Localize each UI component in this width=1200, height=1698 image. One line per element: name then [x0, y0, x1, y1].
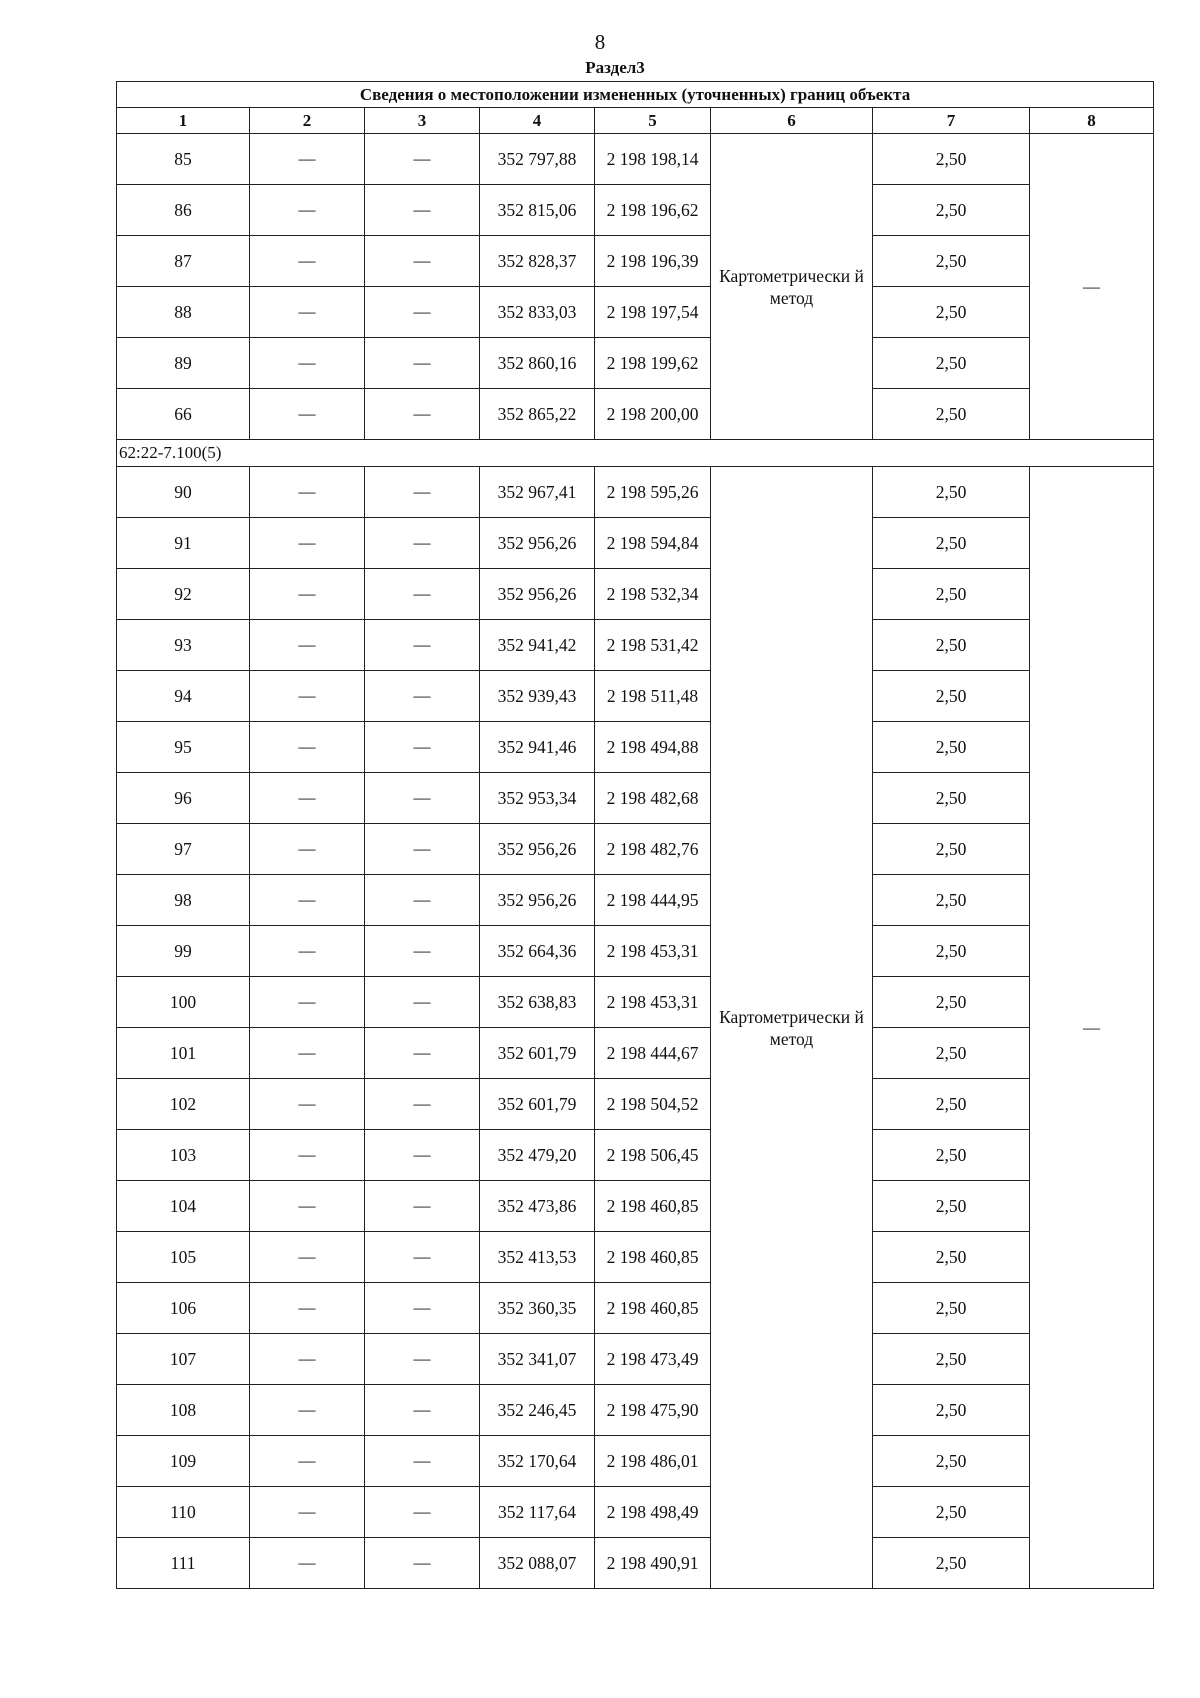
coord-x-cell: 352 953,34	[480, 773, 595, 824]
coord-x-cell: 352 170,64	[480, 1436, 595, 1487]
col3-cell: —	[365, 236, 480, 287]
coord-y-cell: 2 198 460,85	[595, 1232, 711, 1283]
table-row	[117, 1334, 1154, 1385]
table-title: Сведения о местоположении измененных (уточненных) границ объекта	[117, 82, 1154, 108]
point-number-cell: 104	[117, 1181, 250, 1232]
coord-y-cell: 2 198 504,52	[595, 1079, 711, 1130]
column-number-row	[117, 108, 1154, 134]
col2-cell: —	[250, 977, 365, 1028]
col3-cell: —	[365, 338, 480, 389]
accuracy-cell: 2,50	[873, 1028, 1030, 1079]
point-number-cell: 87	[117, 236, 250, 287]
accuracy-cell: 2,50	[873, 773, 1030, 824]
col3-cell: —	[365, 722, 480, 773]
coord-y-cell: 2 198 532,34	[595, 569, 711, 620]
accuracy-cell: 2,50	[873, 1538, 1030, 1589]
coord-y-cell: 2 198 444,67	[595, 1028, 711, 1079]
accuracy-cell: 2,50	[873, 287, 1030, 338]
coord-x-cell: 352 341,07	[480, 1334, 595, 1385]
column-header-7: 7	[873, 108, 1030, 134]
accuracy-cell: 2,50	[873, 518, 1030, 569]
col3-cell: —	[365, 1079, 480, 1130]
coord-x-cell: 352 967,41	[480, 467, 595, 518]
method-cell: Картометрически й метод	[711, 134, 873, 440]
coord-y-cell: 2 198 473,49	[595, 1334, 711, 1385]
coord-y-cell: 2 198 498,49	[595, 1487, 711, 1538]
table-row	[117, 977, 1154, 1028]
coord-x-cell: 352 956,26	[480, 824, 595, 875]
col3-cell: —	[365, 977, 480, 1028]
accuracy-cell: 2,50	[873, 977, 1030, 1028]
coord-y-cell: 2 198 199,62	[595, 338, 711, 389]
col3-cell: —	[365, 518, 480, 569]
coord-y-cell: 2 198 444,95	[595, 875, 711, 926]
accuracy-cell: 2,50	[873, 1232, 1030, 1283]
point-number-cell: 98	[117, 875, 250, 926]
coord-y-cell: 2 198 595,26	[595, 467, 711, 518]
column-header-5: 5	[595, 108, 711, 134]
col2-cell: —	[250, 518, 365, 569]
point-number-cell: 101	[117, 1028, 250, 1079]
point-number-cell: 103	[117, 1130, 250, 1181]
accuracy-cell: 2,50	[873, 671, 1030, 722]
table-row	[117, 773, 1154, 824]
coord-x-cell: 352 860,16	[480, 338, 595, 389]
col3-cell: —	[365, 620, 480, 671]
table-row	[117, 518, 1154, 569]
col2-cell: —	[250, 1385, 365, 1436]
coord-x-cell: 352 956,26	[480, 875, 595, 926]
col3-cell: —	[365, 1028, 480, 1079]
coord-y-cell: 2 198 482,68	[595, 773, 711, 824]
coord-x-cell: 352 828,37	[480, 236, 595, 287]
col2-cell: —	[250, 620, 365, 671]
coord-x-cell: 352 956,26	[480, 569, 595, 620]
method-cell: Картометрически й метод	[711, 467, 873, 1589]
table-row	[117, 1130, 1154, 1181]
accuracy-cell: 2,50	[873, 134, 1030, 185]
coord-y-cell: 2 198 506,45	[595, 1130, 711, 1181]
col8-cell: —	[1030, 134, 1154, 440]
coord-x-cell: 352 815,06	[480, 185, 595, 236]
accuracy-cell: 2,50	[873, 824, 1030, 875]
point-number-cell: 107	[117, 1334, 250, 1385]
point-number-cell: 66	[117, 389, 250, 440]
col2-cell: —	[250, 1538, 365, 1589]
column-header-2: 2	[250, 108, 365, 134]
accuracy-cell: 2,50	[873, 236, 1030, 287]
coord-x-cell: 352 479,20	[480, 1130, 595, 1181]
point-number-cell: 96	[117, 773, 250, 824]
table-row	[117, 1436, 1154, 1487]
page-number: 8	[594, 30, 606, 54]
coord-y-cell: 2 198 475,90	[595, 1385, 711, 1436]
coord-y-cell: 2 198 460,85	[595, 1283, 711, 1334]
point-number-cell: 88	[117, 287, 250, 338]
col2-cell: —	[250, 1487, 365, 1538]
point-number-cell: 102	[117, 1079, 250, 1130]
col2-cell: —	[250, 1079, 365, 1130]
coord-x-cell: 352 117,64	[480, 1487, 595, 1538]
coord-x-cell: 352 797,88	[480, 134, 595, 185]
table-row	[117, 287, 1154, 338]
coord-y-cell: 2 198 200,00	[595, 389, 711, 440]
accuracy-cell: 2,50	[873, 1079, 1030, 1130]
table-row	[117, 1079, 1154, 1130]
table-row	[117, 1283, 1154, 1334]
accuracy-cell: 2,50	[873, 1334, 1030, 1385]
col2-cell: —	[250, 134, 365, 185]
table-row	[117, 1181, 1154, 1232]
accuracy-cell: 2,50	[873, 620, 1030, 671]
point-number-cell: 89	[117, 338, 250, 389]
col2-cell: —	[250, 338, 365, 389]
coord-y-cell: 2 198 482,76	[595, 824, 711, 875]
col2-cell: —	[250, 1283, 365, 1334]
coord-y-cell: 2 198 197,54	[595, 287, 711, 338]
col3-cell: —	[365, 773, 480, 824]
col2-cell: —	[250, 773, 365, 824]
coord-x-cell: 352 601,79	[480, 1079, 595, 1130]
boundary-coordinates-table	[116, 81, 1154, 1589]
table-row	[117, 722, 1154, 773]
accuracy-cell: 2,50	[873, 467, 1030, 518]
point-number-cell: 86	[117, 185, 250, 236]
point-number-cell: 85	[117, 134, 250, 185]
accuracy-cell: 2,50	[873, 1436, 1030, 1487]
col2-cell: —	[250, 1130, 365, 1181]
point-number-cell: 109	[117, 1436, 250, 1487]
col3-cell: —	[365, 1436, 480, 1487]
col2-cell: —	[250, 1028, 365, 1079]
col2-cell: —	[250, 185, 365, 236]
col3-cell: —	[365, 467, 480, 518]
accuracy-cell: 2,50	[873, 569, 1030, 620]
table-row	[117, 338, 1154, 389]
coord-x-cell: 352 865,22	[480, 389, 595, 440]
col3-cell: —	[365, 1232, 480, 1283]
col2-cell: —	[250, 467, 365, 518]
column-header-6: 6	[711, 108, 873, 134]
point-number-cell: 110	[117, 1487, 250, 1538]
col2-cell: —	[250, 569, 365, 620]
coord-y-cell: 2 198 511,48	[595, 671, 711, 722]
accuracy-cell: 2,50	[873, 1385, 1030, 1436]
point-number-cell: 111	[117, 1538, 250, 1589]
col3-cell: —	[365, 824, 480, 875]
coord-y-cell: 2 198 198,14	[595, 134, 711, 185]
accuracy-cell: 2,50	[873, 1283, 1030, 1334]
table-row	[117, 926, 1154, 977]
col3-cell: —	[365, 1334, 480, 1385]
col3-cell: —	[365, 1283, 480, 1334]
coord-x-cell: 352 939,43	[480, 671, 595, 722]
coord-x-cell: 352 941,42	[480, 620, 595, 671]
table-row	[117, 1487, 1154, 1538]
col3-cell: —	[365, 287, 480, 338]
col3-cell: —	[365, 1487, 480, 1538]
accuracy-cell: 2,50	[873, 875, 1030, 926]
point-number-cell: 106	[117, 1283, 250, 1334]
accuracy-cell: 2,50	[873, 389, 1030, 440]
table-row	[117, 671, 1154, 722]
point-number-cell: 90	[117, 467, 250, 518]
col2-cell: —	[250, 287, 365, 338]
point-number-cell: 92	[117, 569, 250, 620]
accuracy-cell: 2,50	[873, 1487, 1030, 1538]
col3-cell: —	[365, 569, 480, 620]
col8-cell: —	[1030, 467, 1154, 1589]
table-row	[117, 467, 1154, 518]
accuracy-cell: 2,50	[873, 1181, 1030, 1232]
coord-x-cell: 352 360,35	[480, 1283, 595, 1334]
col2-cell: —	[250, 926, 365, 977]
coord-y-cell: 2 198 453,31	[595, 977, 711, 1028]
accuracy-cell: 2,50	[873, 722, 1030, 773]
coord-x-cell: 352 956,26	[480, 518, 595, 569]
col2-cell: —	[250, 1436, 365, 1487]
point-number-cell: 91	[117, 518, 250, 569]
table-row	[117, 134, 1154, 185]
coord-y-cell: 2 198 494,88	[595, 722, 711, 773]
point-number-cell: 108	[117, 1385, 250, 1436]
column-header-4: 4	[480, 108, 595, 134]
table-row	[117, 185, 1154, 236]
table-row	[117, 1028, 1154, 1079]
coord-x-cell: 352 941,46	[480, 722, 595, 773]
coord-y-cell: 2 198 460,85	[595, 1181, 711, 1232]
col2-cell: —	[250, 236, 365, 287]
coord-x-cell: 352 246,45	[480, 1385, 595, 1436]
point-number-cell: 97	[117, 824, 250, 875]
col3-cell: —	[365, 1538, 480, 1589]
table-row	[117, 875, 1154, 926]
cadastral-block-label: 62:22-7.100(5)	[117, 440, 1154, 467]
table-row	[117, 824, 1154, 875]
col2-cell: —	[250, 875, 365, 926]
accuracy-cell: 2,50	[873, 1130, 1030, 1181]
col3-cell: —	[365, 134, 480, 185]
col2-cell: —	[250, 1334, 365, 1385]
col3-cell: —	[365, 875, 480, 926]
coord-y-cell: 2 198 486,01	[595, 1436, 711, 1487]
coord-x-cell: 352 088,07	[480, 1538, 595, 1589]
coord-y-cell: 2 198 453,31	[595, 926, 711, 977]
point-number-cell: 105	[117, 1232, 250, 1283]
table-row	[117, 1232, 1154, 1283]
coord-x-cell: 352 601,79	[480, 1028, 595, 1079]
coord-x-cell: 352 473,86	[480, 1181, 595, 1232]
point-number-cell: 100	[117, 977, 250, 1028]
table-row	[117, 236, 1154, 287]
col3-cell: —	[365, 1130, 480, 1181]
col3-cell: —	[365, 671, 480, 722]
coord-y-cell: 2 198 196,62	[595, 185, 711, 236]
point-number-cell: 99	[117, 926, 250, 977]
col2-cell: —	[250, 1181, 365, 1232]
col2-cell: —	[250, 671, 365, 722]
coord-y-cell: 2 198 490,91	[595, 1538, 711, 1589]
column-header-3: 3	[365, 108, 480, 134]
col3-cell: —	[365, 185, 480, 236]
coord-y-cell: 2 198 594,84	[595, 518, 711, 569]
col3-cell: —	[365, 926, 480, 977]
col3-cell: —	[365, 1181, 480, 1232]
table-row	[117, 569, 1154, 620]
group-label-row	[117, 440, 1154, 467]
accuracy-cell: 2,50	[873, 926, 1030, 977]
col2-cell: —	[250, 824, 365, 875]
column-header-1: 1	[117, 108, 250, 134]
point-number-cell: 94	[117, 671, 250, 722]
point-number-cell: 93	[117, 620, 250, 671]
table-row	[117, 620, 1154, 671]
table-row	[117, 1385, 1154, 1436]
col2-cell: —	[250, 722, 365, 773]
col2-cell: —	[250, 389, 365, 440]
section-title: Раздел3	[585, 58, 645, 77]
coord-x-cell: 352 664,36	[480, 926, 595, 977]
table-row	[117, 389, 1154, 440]
column-header-8: 8	[1030, 108, 1154, 134]
col2-cell: —	[250, 1232, 365, 1283]
table-body	[117, 134, 1154, 1589]
col3-cell: —	[365, 389, 480, 440]
coord-x-cell: 352 638,83	[480, 977, 595, 1028]
col3-cell: —	[365, 1385, 480, 1436]
coord-x-cell: 352 833,03	[480, 287, 595, 338]
point-number-cell: 95	[117, 722, 250, 773]
table-row	[117, 1538, 1154, 1589]
coord-x-cell: 352 413,53	[480, 1232, 595, 1283]
accuracy-cell: 2,50	[873, 338, 1030, 389]
coord-y-cell: 2 198 531,42	[595, 620, 711, 671]
accuracy-cell: 2,50	[873, 185, 1030, 236]
coord-y-cell: 2 198 196,39	[595, 236, 711, 287]
